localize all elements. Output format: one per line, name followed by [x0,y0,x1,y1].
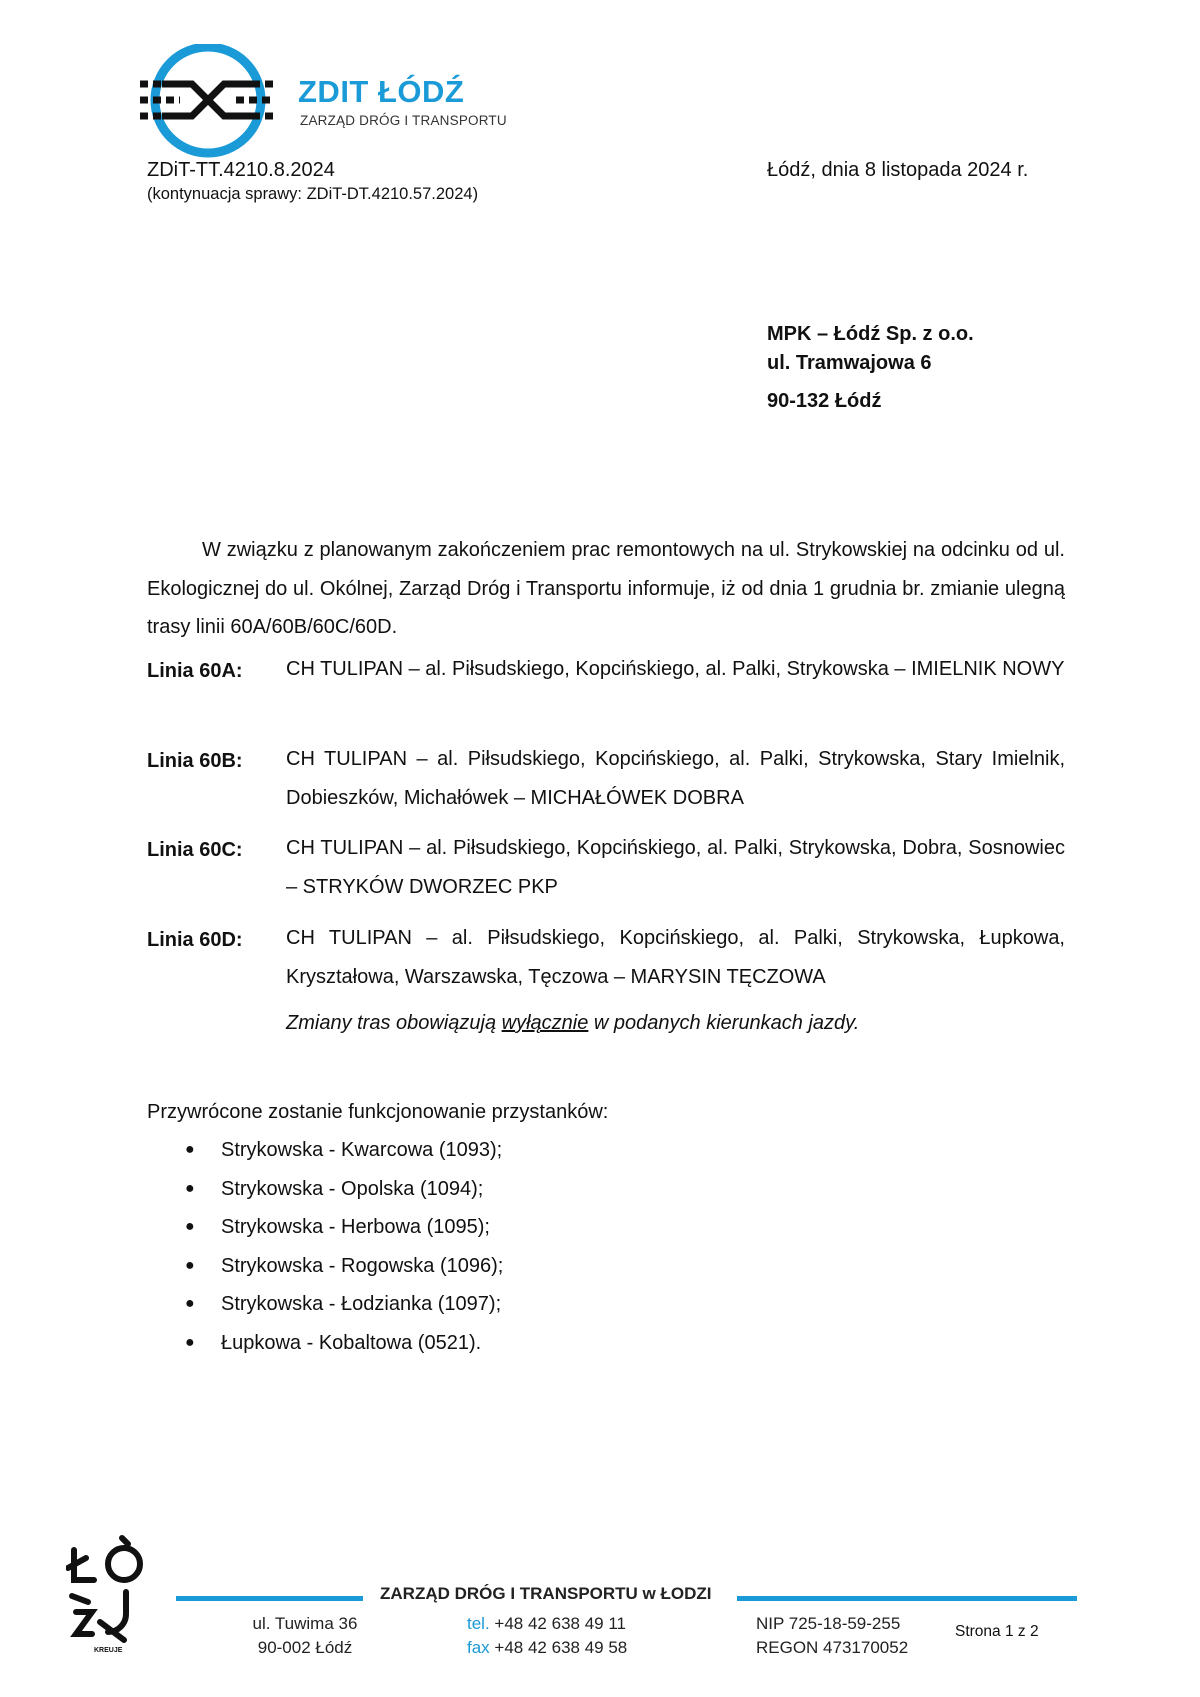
zdit-logo-mark [140,44,290,164]
stop-item [147,1324,847,1363]
footer-nip: NIP 725-18-59-255 [756,1614,901,1633]
note-text-after: w podanych kierunkach jazdy. [588,1012,860,1034]
recipient-name: MPK – Łódź Sp. z o.o. [767,323,974,345]
stop-label: Strykowska - Kwarcowa (1093); [221,1139,503,1161]
stop-label: Strykowska - Łodzianka (1097); [221,1293,502,1315]
stop-item [147,1285,847,1324]
reference-number: ZDiT-TT.4210.8.2024 [147,159,335,181]
lodz-kreuje-emblem [66,1530,156,1655]
footer-address [249,1612,361,1660]
bullet-icon: ● [185,1141,195,1158]
route-label-60b: Linia 60B: [147,750,243,772]
case-continuation: (kontynuacja sprawy: ZDiT-DT.4210.57.2024) [147,185,479,203]
recipient-city: 90-132 Łódź [767,390,882,412]
bullet-icon: ● [185,1218,195,1235]
stop-item [147,1170,847,1209]
route-text-60c: CH TULIPAN – al. Piłsudskiego, Kopcińskiego, al. Palki, Strykowska, Dobra, Sosnowiec – STRYKÓW DWORZEC PKP [286,837,1065,898]
recipient-address [767,320,974,416]
stop-item [147,1131,847,1170]
footer-address-street: ul. Tuwima 36 [252,1614,358,1633]
lodz-emblem-icon [66,1530,156,1655]
stop-label: Łupkowa - Kobaltowa (0521). [221,1331,482,1354]
page-number: Strona 1 z 2 [955,1623,1039,1640]
footer-address-city: 90-002 Łódź [257,1638,353,1657]
route-change-note [286,1012,859,1035]
route-text-60d: CH TULIPAN – al. Piłsudskiego, Kopcińskiego, al. Palki, Strykowska, Łupkowa, Kryształowa, Warszawska, Tęczowa – MARYSIN TĘCZOWA [286,927,1065,988]
route-label-60c: Linia 60C: [147,839,243,861]
intro-paragraph: W związku z planowanym zakończeniem prac remontowych na ul. Strykowskiej na odcinku od ul. Ekologicznej do ul. Okólnej, Zarząd Dróg i Transportu informuje, iż od dnia 1 grudnia br. zmianie ulegną trasy linii 60A/60B/60C/60D. [147,539,1065,638]
note-emphasis: wyłącznie [501,1012,589,1034]
stop-item [147,1208,847,1247]
footer-regon: REGON 473170052 [756,1638,909,1657]
fax-label: fax [467,1638,490,1657]
bullet-icon: ● [185,1333,195,1351]
route-text-60a: CH TULIPAN – al. Piłsudskiego, Kopcińskiego, al. Palki, Strykowska – IMIELNIK NOWY [286,658,1065,680]
logo-subtitle: ZARZĄD DRÓG I TRANSPORTU [300,113,507,128]
stop-label: Strykowska - Herbowa (1095); [221,1216,490,1238]
stop-item [147,1247,847,1286]
note-text-before: Zmiany tras obowiązują [286,1012,502,1034]
letter-date: Łódź, dnia 8 listopada 2024 r. [767,159,1029,181]
footer-title: ZARZĄD DRÓG I TRANSPORTU w ŁODZI [380,1584,712,1603]
bullet-icon: ● [185,1295,195,1312]
route-label-60d: Linia 60D: [147,929,243,951]
logo-name: ZDIT ŁÓDŹ [298,74,465,109]
stops-list [147,1131,847,1362]
stop-label: Strykowska - Opolska (1094); [221,1177,484,1200]
stops-heading: Przywrócone zostanie funkcjonowanie przystanków: [147,1101,609,1123]
tel-number: +48 42 638 49 11 [494,1614,626,1633]
tel-label: tel. [467,1614,490,1633]
footer-contact [467,1612,627,1660]
footer-divider-left [176,1596,363,1601]
fax-number: +48 42 638 49 58 [494,1638,628,1657]
emblem-caption: KREUJE [94,1647,123,1654]
bullet-icon: ● [185,1179,195,1197]
route-label-60a: Linia 60A: [147,660,243,682]
footer-divider-right [737,1596,1077,1601]
zdit-logo [140,44,507,164]
route-text-60b: CH TULIPAN – al. Piłsudskiego, Kopcińskiego, al. Palki, Strykowska, Stary Imielnik, Dobieszków, Michałówek – MICHAŁÓWEK DOBRA [286,748,1065,809]
footer-registration [756,1612,908,1660]
bullet-icon: ● [185,1256,195,1274]
stop-label: Strykowska - Rogowska (1096); [221,1254,504,1277]
recipient-street: ul. Tramwajowa 6 [767,352,932,374]
